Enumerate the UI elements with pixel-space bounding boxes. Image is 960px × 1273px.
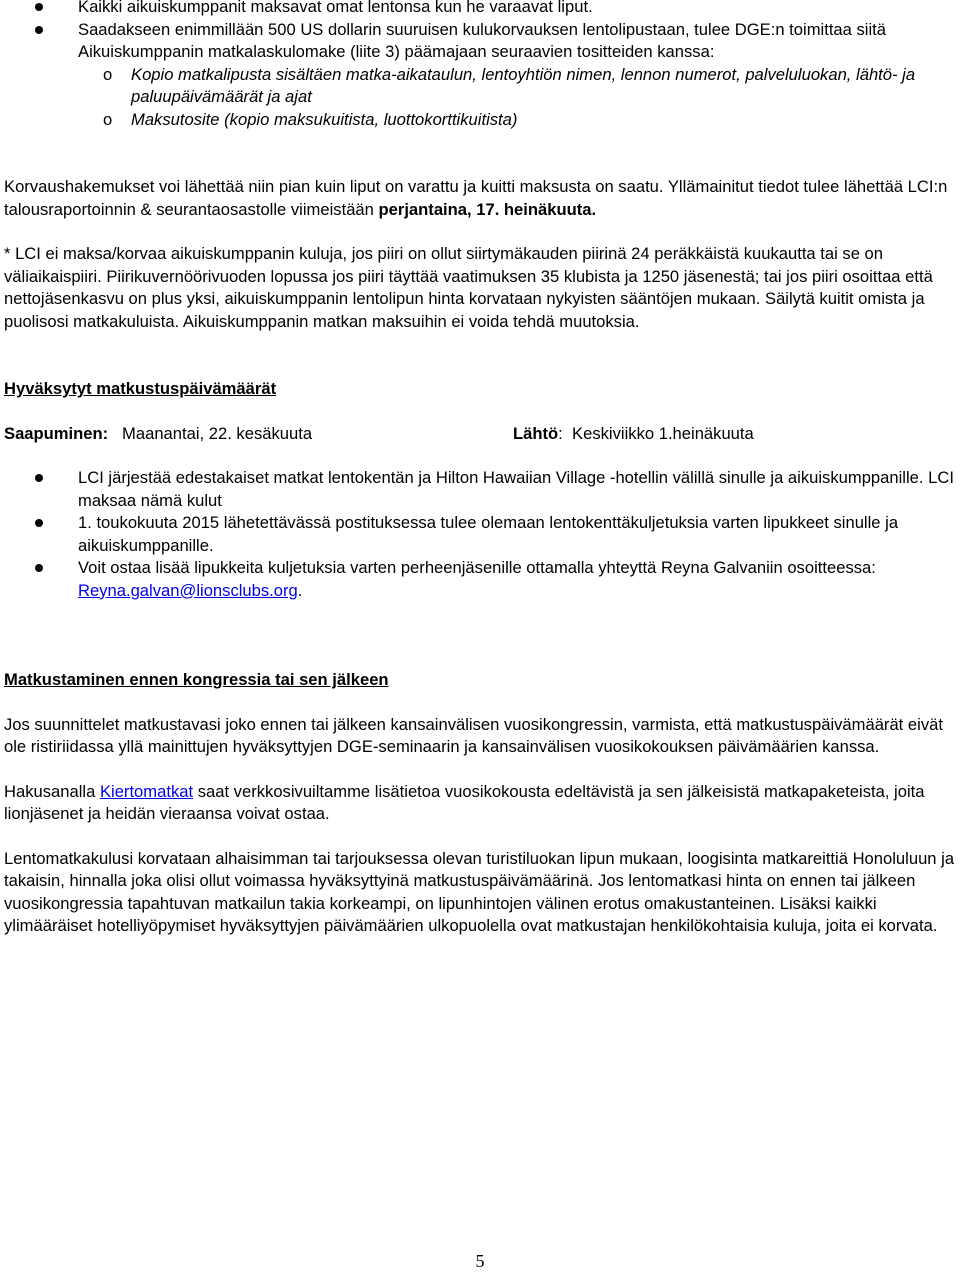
bullet-icon <box>35 564 43 572</box>
list-item: o Maksutosite (kopio maksukuitista, luottokorttikuitista) <box>4 109 956 132</box>
date-conflict-paragraph: Jos suunnittelet matkustavasi joko ennen tai jälkeen kansainvälisen vuosikongressin, varmista, että matkustuspäivämäärät eivät ole ristiriidassa yllä mainittujen hyväksyttyjen DGE-seminaarin ja kansainvälisen vuosikokouksen päivämäärien kanssa. <box>4 714 943 756</box>
list-item: Saadakseen enimmillään 500 US dollarin suuruisen kulukorvauksen lentolipustaan, tulee DGE:n toimittaa siitä Aikuiskumppanin matkalaskulomake (liite 3) päämajaan seuraavien tositteiden kanssa: o Kopio matkalipusta sisältäen matka-aikataulun, lentoyhtiön nimen, lennon numerot, palveluluokan, lähtö- ja paluupäivämäärät ja ajat o Maksutosite (kopio maksukuitista, luottokorttikuitista) <box>4 19 956 132</box>
bullet-icon <box>35 519 43 527</box>
sub-bullet-marker: o <box>103 64 113 84</box>
list-item: o Kopio matkalipusta sisältäen matka-aikataulun, lentoyhtiön nimen, lennon numerot, palveluluokan, lähtö- ja paluupäivämäärät ja ajat <box>103 64 916 106</box>
deadline-date: perjantaina, 17. heinäkuuta <box>378 199 592 219</box>
bullet-icon <box>35 3 43 11</box>
sub-bullet-marker: o <box>103 109 113 129</box>
travel-dates-row <box>4 423 956 446</box>
page-number: 5 <box>475 1251 485 1271</box>
top-bullet-list <box>4 0 956 131</box>
tours-link[interactable]: Kiertomatkat <box>99 781 194 801</box>
list-item: Kaikki aikuiskumppanit maksavat omat lentonsa kun he varaavat liput. <box>4 0 956 19</box>
document-page <box>4 0 956 938</box>
departure-date: Lähtö: Keskiviikko 1.heinäkuuta <box>513 423 754 443</box>
arrival-date: Saapuminen: Maanantai, 22. kesäkuuta <box>4 423 313 443</box>
airfare-paragraph: Lentomatkakulusi korvataan alhaisimman tai tarjouksessa olevan turistiluokan lipun mukaan, loogisinta matkareittiä Honoluluun ja takaisin, hinnalla joka olisi ollut voimassa hyväksyttyinä matkustuspäivämäärinä. Jos lentomatkasi hinta on ennen tai jälkeen vuosikongressia tapahtuvan matkailun takia korkeampi, on lipunhintojen välinen erotus omakustanteinen. Lisäksi kaikki ylimääräiset hotelliyöpymiset hyväksyttyjen päivämäärien ulkopuolella ovat matkustajan henkilökohtaisia kuluja, joita ei korvata. <box>4 848 955 935</box>
eligibility-paragraph: * LCI ei maksa/korvaa aikuiskumppanin kuluja, jos piiri on ollut siirtymäkauden piirinä 24 peräkkäistä kuukautta tai se on väliaikaispiiri. Piirikuvernöörivuoden lopussa jos piiri täyttää vaatimuksen 35 klubista ja 1250 jäsenestä; tai jos piiri osoittaa että nettojäsenkasvu on plus yksi, aikuiskumppanin lentolipun hinta korvataan nykyisten sääntöjen mukaan. Säilytä kuitit omista ja puolisosi matkakuluista. Aikuiskumppanin matkan maksuihin ei voida tehdä muutoksia. <box>4 244 933 331</box>
bullet-icon <box>35 26 43 34</box>
receipt-sub-list <box>78 64 956 132</box>
tours-paragraph: Hakusanalla Kiertomatkat saat verkkosivuiltamme lisätietoa vuosikokousta edeltävistä ja sen jälkeisistä matkapaketeista, joita lionjäsenet ja heidän vieraansa voivat ostaa. <box>4 781 925 823</box>
email-link[interactable]: Reyna.galvan@lionsclubs.org <box>78 580 298 600</box>
list-item: 1. toukokuuta 2015 lähetettävässä postituksessa tulee olemaan lentokenttäkuljetuksia varten lipukkeet sinulle ja aikuiskumppanille. <box>4 512 956 557</box>
list-item: Voit ostaa lisää lipukkeita kuljetuksia varten perheenjäsenille ottamalla yhteyttä Reyna Galvaniin osoitteessa: Reyna.galvan@lionsclubs.org. <box>4 557 956 602</box>
before-after-heading: Matkustaminen ennen kongressia tai sen jälkeen <box>4 670 389 689</box>
travel-dates-heading: Hyväksytyt matkustuspäivämäärät <box>4 379 277 398</box>
claims-deadline-paragraph: Korvaushakemukset voi lähettää niin pian kuin liput on varattu ja kuitti maksusta on saatu. Yllämainitut tiedot tulee lähettää LCI:n talousraportoinnin & seurantaosastolle viimeistään perjantaina, 17. heinäkuuta. <box>4 177 948 219</box>
transfer-bullet-list <box>4 467 956 602</box>
list-item: LCI järjestää edestakaiset matkat lentokentän ja Hilton Hawaiian Village -hotellin välillä sinulle ja aikuiskumppanille. LCI maksaa nämä kulut <box>4 467 956 512</box>
bullet-icon <box>35 474 43 482</box>
